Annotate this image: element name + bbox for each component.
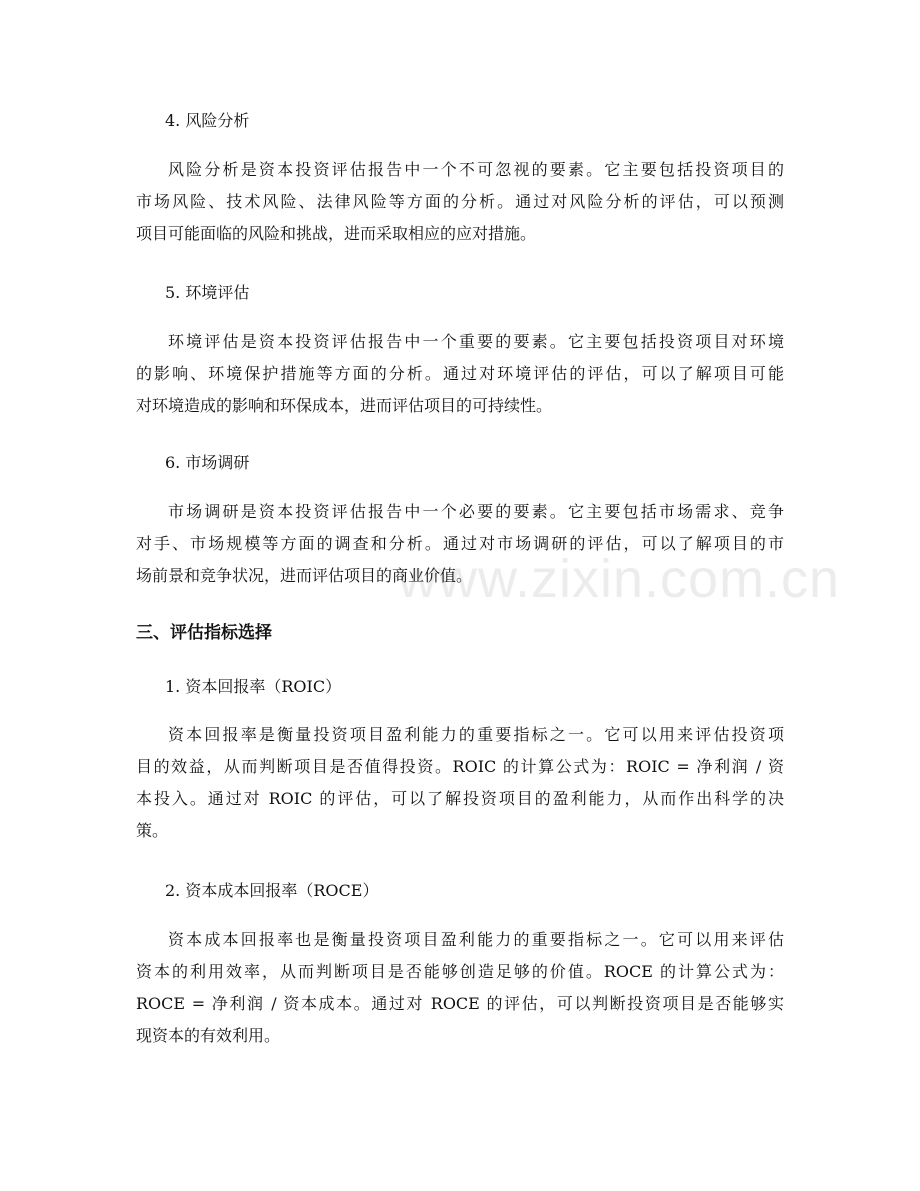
paragraph-line: ROCE = 净利润 / 资本成本。通过对 ROCE 的评估，可以判断投资项目是否能够实: [136, 994, 784, 1013]
paragraph-line: 市场风险、技术风险、法律风险等方面的分析。通过对风险分析的评估，可以预测: [136, 192, 784, 211]
paragraph-line: 本投入。通过对 ROIC 的评估，可以了解投资项目的盈利能力，从而作出科学的决: [136, 789, 784, 808]
paragraph-risk-analysis: [136, 154, 784, 250]
paragraph-line: 资本回报率是衡量投资项目盈利能力的重要指标之一。它可以用来评估投资项: [168, 725, 784, 744]
heading-market-research: 6. 市场调研: [165, 453, 250, 472]
paragraph-market-research: [136, 496, 784, 592]
paragraph-line: 场前景和竞争状况，进而评估项目的商业价值。: [136, 566, 473, 585]
watermark: www.zixin.com.cn: [398, 549, 841, 609]
paragraph-line: 策。: [136, 821, 169, 840]
heading-roic: 1. 资本回报率（ROIC）: [165, 677, 342, 696]
paragraph-line: 资本的利用效率，从而判断项目是否能够创造足够的价值。ROCE 的计算公式为：: [136, 962, 784, 981]
paragraph-line: 目的效益，从而判断项目是否值得投资。ROIC 的计算公式为：ROIC = 净利润 / 资: [136, 757, 784, 776]
heading-roce: 2. 资本成本回报率（ROCE）: [165, 881, 379, 900]
paragraph-line: 现资本的有效利用。: [136, 1026, 281, 1045]
paragraph-line: 市场调研是资本投资评估报告中一个必要的要素。它主要包括市场需求、竞争: [168, 502, 784, 521]
paragraph-environment-assessment: [136, 326, 784, 422]
paragraph-line: 项目可能面临的风险和挑战，进而采取相应的应对措施。: [136, 224, 537, 243]
paragraph-line: 风险分析是资本投资评估报告中一个不可忽视的要素。它主要包括投资项目的: [168, 160, 784, 179]
paragraph-line: 环境评估是资本投资评估报告中一个重要的要素。它主要包括投资项目对环境: [168, 332, 784, 351]
heading-environment-assessment: 5. 环境评估: [165, 283, 250, 302]
heading-risk-analysis: 4. 风险分析: [165, 111, 250, 130]
paragraph-line: 对手、市场规模等方面的调查和分析。通过对市场调研的评估，可以了解项目的市: [136, 534, 784, 553]
chapter-heading-metric-selection: 三、评估指标选择: [136, 623, 272, 643]
paragraph-line: 的影响、环境保护措施等方面的分析。通过对环境评估的评估，可以了解项目可能: [136, 364, 784, 383]
paragraph-roce: [136, 924, 784, 1052]
paragraph-roic: [136, 719, 784, 847]
paragraph-line: 对环境造成的影响和环保成本，进而评估项目的可持续性。: [136, 396, 553, 415]
paragraph-line: 资本成本回报率也是衡量投资项目盈利能力的重要指标之一。它可以用来评估: [168, 930, 784, 949]
